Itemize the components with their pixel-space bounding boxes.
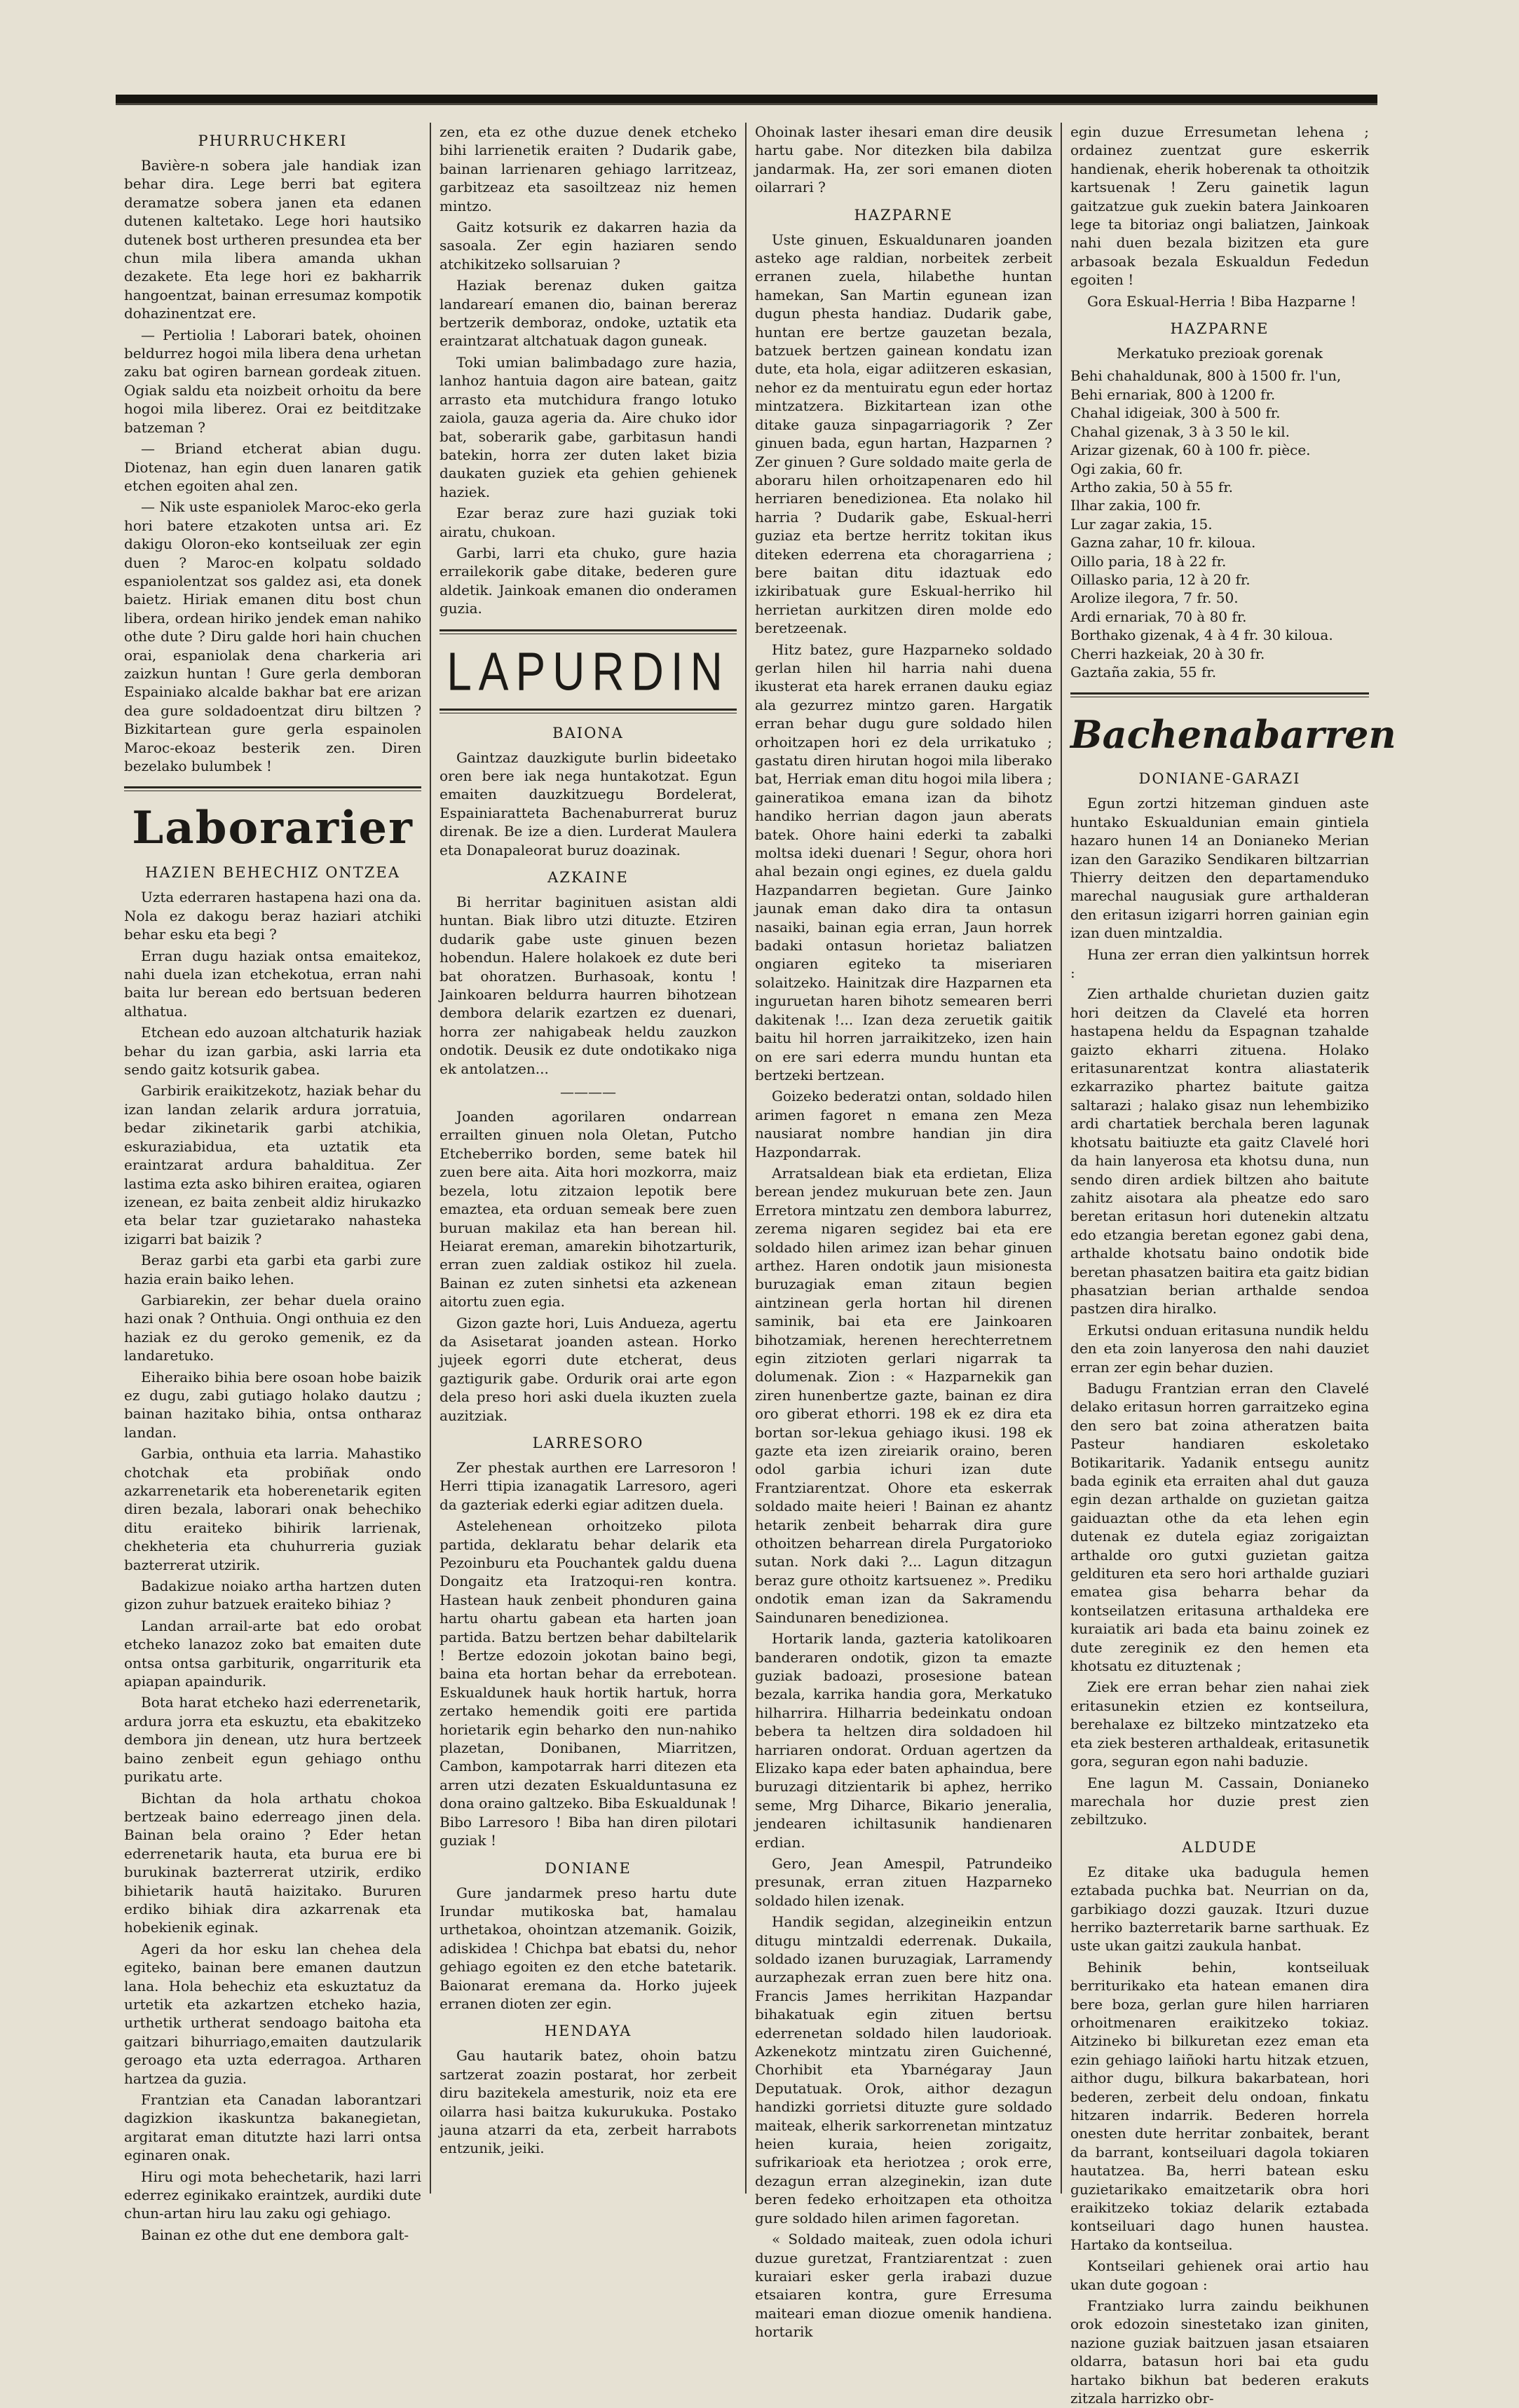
article-heading-baiona: BAIONA [552,724,624,741]
paragraph: Egun zortzi hitzeman ginduen aste huntako Eskualdunian emain gintiela hazaro hunen 14 an Donianeko Merian izan den Garaziko Sendikaren biltzarrian Thierry deitzen den departamenduko marechal naugusiak gure arthalderan den eritasun izigarri horren gainian egin izan duen mintzaldia. [1070,795,1369,942]
paragraph: Bota harat etcheko hazi ederrenetarik, ardura jorra eta eskuztu, eta ebakitzeko dembora jin denean, utz hura bertzeek baino zenbeit egun gehiago onthu purikatu arte. [124,1694,421,1786]
paragraph: Joanden agorilaren ondarrean errailten ginuen nola Oletan, Putcho Etcheberriko borden, seme batek hil zuen bere aita. Aita hori mozkorra, maiz bezela, lotu zitzaion lepotik bere emaztea, eta orduan semeak bere zuen buruan makilaz eta han berean hil. Heiarat ereman, amarekin bihotzarturik, erran zuen zaldiak ostikoz hil zuela. Bainan ez zuten sinhetsi eta azkenean aitortu zuen egia. [440,1108,737,1311]
paragraph: Badugu Frantzian erran den Clavelé delako eritasun horren garraitzeko egina den sero bat zoina atheratzen baita Pasteur handiaren eskoletako Botikaritarik. Yadanik entsegu aunitz bada eginik eta erraiten ahal dut gauza egin dezan arthalde on guzietan gaitza gaiduaztan othe da eta lehen egin dutenak ez dutela egiaz zorigaiztan arthalde oro gutxi guzietan gaitza geldituren eta sero hori arthalde guziari ematea gisa beharra behar da kontseilatzen eritasuna arthaldeka ere kuraiatik ari bada eta bainu zoinek ez dute zereginik ez den hemen eta khotsatu ez dituztenak ; [1070,1379,1369,1675]
price-line: Ardi ernariak, 70 à 80 fr. [1070,608,1247,625]
column-2 [431,123,747,2194]
paragraph: Zien arthalde churietan duzien gaitz hori deitzen da Clavelé eta horren hastapena heldu da Espagnan tzahalde gaizto ekharri zituena. Holako eritasunarentzat kontra aliastaterik ezkarraziko phartez baitute gaitza saltarazi ; halako gisaz nun lehembiziko ardi chartatiek berchala beren lagunak khotsatu baitiuzte eta gaitz Clavelé hori da hain lanyerosa eta khotsu duna, nun sendo diren ardiek biltzen aho baitute zahitz aisotara ala pheatze edo saro beretan eritasun hori dutenekin altzatu edo etzangia beretan egonez gabi dena, arthalde khotsatu baino ondotik bide beretan phasatzen baitira eta gaitz bidian phasatzian berian arthalde sendoa pastzen dira hiralko. [1070,985,1369,1318]
paragraph: Huna zer erran dien yalkintsun horrek : [1070,945,1369,982]
paragraph: Ohoinak laster ihesari eman dire deusik hartu gabe. Nor ditezken bila dabilza jandarmak. Ha, zer sori emanen dioten oilarrari ? [755,123,1052,196]
price-line: Gaztaña zakia, 55 fr. [1070,663,1217,680]
paragraph: Ez ditake uka badugula hemen eztabada puchka bat. Neurrian on da, garbikiago dozzi gauzak. Itzuri duzue herriko bazterretarik barne sarthuak. Ez uste ukan gaitzi zaukula hanbat. [1070,1863,1369,1955]
paragraph: Bichtan da hola arthatu chokoa bertzeak baino ederreago jinen dela. Bainan bela oraino ? Eder hetan ederrenetarik hauta, eta burua ere bi burukinak bazterrerat utzirik, erdiko bihietarik hautā haizitako. Bururen erdiko bihiak dira azkarrenak eta hobekienik eginak. [124,1789,421,1936]
paragraph: Handik segidan, alzegineikin entzun ditugu mintzaldi ederrenak. Dukaila, soldado izanen buruzagiak, Larramendy aurzaphezak erran zuen bere hitz ona. Francis James herrikitan Hazpandar bihakatuak egin zituen bertsu ederrenetan soldado hilen laudorioak. Azkenekotz mintzatu ziren Guichenné, Chorhibit eta Ybarnégaray Jaun Deputatuak. Orok, aithor dezagun handizki gorrietsi dituzte gure soldado maiteak, elherik sarkorrenetan mintzatuz heien kuraia, heien zorigaitz, sufrikarioak eta heriotzea ; orok erre, dezagun erran alzeginekin, izan dute beren fedeko erhoitzapen eta othoitza gure soldado hilen arimen fagoretan. [755,1913,1052,2226]
paragraph: egin duzue Erresumetan lehena ; ordainez zuentzat gure eskerrik handienak, eherik hoberenak ta othoitzik kartsuenak ! Zeru gainetik lagun gaitzatzue guk zuekin batera Jainkoaren lege ta bitoriaz ongi baliatzen, Jainkoak nahi duen bezala bizitzen eta gure arbasoak bezala Eskualdun Fededun egoiten ! [1070,123,1369,289]
article-heading-doniane-garazi: DONIANE-GARAZI [1138,770,1301,788]
section-separator [124,786,421,791]
article-heading-doniane: DONIANE [545,1859,632,1877]
section-separator [440,709,737,713]
paragraph: — Briand etcherat abian dugu. Diotenaz, han egin duen lanaren gatik etchen egoiten ahal zen. [124,440,421,494]
price-line: Borthako gizenak, 4 à 4 fr. 30 kiloua. [1070,627,1333,644]
column-4 [1062,123,1396,2407]
article-heading-larresoro: LARRESORO [532,1434,644,1451]
paragraph: Garbirik eraikitzekotz, haziak behar du izan landan zelarik ardura jorratuia, bedar zikinetarik garbi atchikia, eskuraziabidua, eta uztatik eta eraintzarat ardura bahalditua. Zer lastima ezta asko bihiren eraitea, ogiaren izenean, ez baita zenbeit aldiz hirukazko eta belar tzar guzietarako nahasteka izigarri bat baizik ? [124,1082,421,1247]
article-heading-hazparne-market: HAZPARNE [1170,320,1269,338]
paragraph: Frantziako lurra zaindu beikhunen orok edozoin sinestetako izan giniten, nazione guziak baitzuen jasan etsaiaren oldarra, batasun hori bai eta gudu hartako bikhun bat bederen erakuts zitzala harrizko obr- [1070,2297,1369,2407]
price-line: Artho zakia, 50 à 55 fr. [1070,478,1233,495]
section-separator [440,629,737,634]
paragraph: zen, eta ez othe duzue denek etcheko bihi larrienetik eraiten ? Dudarik gabe, bainan larrienaren gehiago larritzeaz, garbitzeaz eta sasoiltzeaz niz hemen mintzo. [440,123,737,214]
paragraph: Erkutsi onduan eritasuna nundik heldu den eta zoin lanyerosa den nahi dauziet erran zer egin behar duzien. [1070,1321,1369,1376]
paragraph: Gizon gazte hori, Luis Andueza, agertu da Asisetarat joanden astean. Horko jujeek egorri dute etcherat, deus gaztigurik gabe. Ordurik orai arte egon dela preso hori aski duela ikuzten zuela auzitziak. [440,1314,737,1424]
article-heading-azkaine: AZKAINE [547,869,629,886]
price-line: Behi ernariak, 800 à 1200 fr. [1070,385,1276,403]
paragraph: Gaintzaz dauzkigute burlin bideetako oren bere iak nega huntakotzat. Egun emaiten dauzkitzuegu Bordelerat, Espainiaratteta Bachenaburrerat buruz direnak. Be ize a dien. Lurderat Maulera eta Donapaleorat buruz doazinak. [440,748,737,858]
column-3 [747,123,1062,2341]
paragraph: Frantzian eta Canadan laborantzari dagizkion ikaskuntza bakanegietan, argitarat eman ditutzte hazi larri ontsa eginaren onak. [124,2091,421,2164]
top-rule [116,95,1377,105]
price-line: Arolize ilegora, 7 fr. 50. [1070,589,1239,607]
paragraph: Hortarik landa, gazteria katolikoaren banderaren ondotik, gizon ta emazte guziak badoazi, prosesione batean bezala, karrika handia gora, Merkatuko hilharrira. Hilharria bedeinkatu ondoan bebera ta heltzen dira soldadoen hil harriaren ondorat. Orduan agertzen da Elizako kapa eder baten aphaindua, bere buruzagi ditzientarik bi aphez, herriko seme, Mrg Diharce, Bikario jeneralia, jendearen ichiltasunik handienaren erdian. [755,1630,1052,1851]
price-line: Ogi zakia, 60 fr. [1070,460,1183,477]
price-line: Gazna zahar, 10 fr. kiloua. [1070,534,1256,552]
article-heading-hendaya: HENDAYA [544,2023,632,2040]
paragraph: Beraz garbi eta garbi eta garbi zure hazia erain baiko lehen. [124,1252,421,1287]
paragraph: Eiheraiko bihia bere osoan hobe baizik ez dugu, zabi gutiago holako dautzu ; bainan hazitako bihia, ontsa ontharaz landan. [124,1368,421,1441]
paragraph: Ene lagun M. Cassain, Donianeko marechala hor duzie prest zien zebiltzuko. [1070,1774,1369,1828]
paragraph: Bavière-n sobera jale handiak izan behar dira. Lege berri bat egitera deramatze sobera janen eta edanen dutenen kaltetako. Lege hori hautsiko dutenek bost urtheren presundea eta ber chun mila libera amanda ukhan dezakete. Eta lege hori ez bakharrik hangoentzat, bainan erresumaz kompotik dohazinentzat ere. [124,157,421,322]
paragraph: Ziek ere erran behar zien nahai ziek eritasunekin etzien ez kontseilura, berehalaxe ez biltzeko mintzatzeko eta eta ziek besteren arthaldeak, eritasunetik gora, seguran egon nahi baduzie. [1070,1678,1369,1770]
paragraph: Arratsaldean biak eta erdietan, Eliza berean jendez mukuruan bete zen. Jaun Erretora mintzatu zen dembora laburrez, zerema nigaren segidez bai eta ere soldado hilen arimez izan behar ginuen arthez. Haren ondotik jaun misionesta buruzagiak eman zitaun begien aintzinean gerla hortan hil direnen saminik, bai eta ere Jainkoaren bihotzamiak, herenen herechterretnem egin zitzioten gerlari nigarrak ta dolumenak. Zion : « Hazparnekik gan ziren hunenbertze gazte, bainan ez dira oro giberat ethorri. 198 ek ez dira eta bortan sor-lekua gehiago ikusi. 198 ek gazte eta izen zireiarik oraino, beren odol garbia ichuri izan dute Frantziarentzat. Ohore eta eskerrak soldado maite heieri ! Bainan ez ahantz hetarik zenbeit beharrak dira gure othoitzen beharrean direla Purgatorioko sutan. Nork daki ?... Lagun ditzagun beraz gure othoitz kartsuenez ». Prediku ondotik eman izan da Sakramendu Saindunaren benedizionea. [755,1164,1052,1626]
paragraph: Etchean edo auzoan altchaturik haziak behar du izan garbia, aski larria eta sendo gaitz kotsurik gabea. [124,1024,421,1079]
price-line: Chahal idigeiak, 300 à 500 fr. [1070,404,1281,422]
paragraph: Garbiarekin, zer behar duela oraino hazi onak ? Onthuia. Ongi onthuia ez den haziak ez du geroko gemenik, ez da landaretuko. [124,1291,421,1364]
price-line: Oillo paria, 18 à 22 fr. [1070,552,1227,570]
paragraph: Gero, Jean Amespil, Patrundeiko presunak, erran zituen Hazparneko soldado hilen izenak. [755,1854,1052,1909]
section-separator [1070,692,1369,697]
divider: ———— [560,1083,616,1101]
section-title-laborarier: Laborarier [132,802,414,855]
price-line: Oillasko paria, 12 à 20 fr. [1070,570,1251,588]
paragraph: Hitz batez, gure Hazparneko soldado gerlan hilen hil harria nahi duena ikusterat eta harek erranen dauku egiaz ala gezurrez mintzo garen. Hargatik erran behar dugu gure soldado hilen orhoitzapen hori ez dela urrikatuko ; gastatu diren hirutan hogoi mila liberako bat, Herriak eman ditu hogoi mila libera ; gaineratikoa emana izan da bihotz handiko herrian dagon jaun aberats batek. Ohore haini ederki ta zabalki moltsa ideki duenari ! Segur, ohora hori ahal bezain ongi egines, ez duela galdu Hazpandarren begietan. Gure Jainko jaunak eman dako dira ta ontasun nasaiki, bainan egia erran, Jaun horrek badaki ontasun horietaz baliatzen ongiaren egiteko ta miseriaren solaitzeko. Hainitzak dire Hazparnen eta inguruetan haren bihotz semearen berri dakitenak !... Izan deza zeruetik gaitik baitu hil horren jarraikitzeko, izen hain on ere sari ederra mundu huntan eta bertzeki bertzean. [755,641,1052,1083]
paragraph: Garbi, larri eta chuko, gure hazia errailekorik gabe ditake, bederen gure aldetik. Jainkoak emanen dio onderamen guzia. [440,544,737,617]
paragraph: Ageri da hor esku lan chehea dela egiteko, bainan bere emanen dautzun lana. Hola behechiz eta eskuztatuz da urtetik eta azkartzen etcheko hazia, urthetik urtherat sendoago baitoha eta gaitzari bihurriago,emaiten dautzularik geroago eta uzta ederragoa. Artharen hartzea da guzia. [124,1940,421,2087]
paragraph: Bi herritar baginituen asistan aldi huntan. Biak libro utzi dituzte. Etziren dudarik gabe uste ginuen bezen hobendun. Halere holakoek ez dute beri bat ohoratzen. Burhasoak, kontu ! Jainkoaren beldurra haurren bihotzean dembora delarik ezartzen ez duenari, horra zer nahigabeak heldu zauzkon ondotik. Deusik ez dute ondotikako niga ek antolatzen... [440,894,737,1077]
paragraph: Badakizue noiako artha hartzen duten gizon zuhur batzuek eraiteko bihiaz ? [124,1578,421,1613]
paragraph: Goizeko bederatzi ontan, soldado hilen arimen fagoret n emana zen Meza nausiarat nombre handian jin dira Hazpondarrak. [755,1088,1052,1161]
article-heading-hazien: HAZIEN BEHECHIZ ONTZEA [145,864,400,882]
price-line: Arizar gizenak, 60 à 100 fr. pièce. [1070,442,1311,459]
article-heading-aldude: ALDUDE [1182,1838,1258,1856]
paragraph: Gaitz kotsurik ez dakarren hazia da sasoala. Zer egin haziaren sendo atchikitzeko sollsaruian ? [440,219,737,273]
paragraph: Ezar beraz zure hazi guziak toki airatu, chukoan. [440,505,737,540]
paragraph: Toki umian balimbadago zure hazia, lanhoz hantuia dagon aire batean, gaitz arrasto eta mutchidura frango lotuko zaiola, gauza ageria da. Aire chuko idor bat, soberarik gabe, garbitasun handi batekin, horra zer duten laket bizia daukaten guziek eta gehien gehienek haziek. [440,353,737,500]
paragraph: Kontseilari gehienek orai artio hau ukan dute gogoan : [1070,2257,1369,2293]
prices-title: Merkatuko prezioak gorenak [1116,345,1323,362]
price-line: Lur zagar zakia, 15. [1070,515,1213,533]
paragraph: « Soldado maiteak, zuen odola ichuri duzue guretzat, Frantziarentzat : zuen kuraiari esker gerla irabazi duzue etsaiaren kontra, gure Erresuma maiteari eman diozue omenik handiena. hortarik [755,2231,1052,2341]
paragraph: Behinik behin, kontseiluak berriturikako eta hatean emanen dira bere boza, gerlan gure hilen harriaren orhoitmenaren eraikitzeko tokiaz. Aitzineko bi bilkuretan ezez eman eta ezin gehiago laiñoki hartu hitzak etzuen, aithor dugu, bilkura bakarbatean, hori bederen, zerbeit delu ondoan, finkatu hitzaren indarrik. Bederen horrela onesten dute herritar zonbaitek, berant da barrant, kontseiluari dagola tokiaren hautatzea. Ba, herri batean esku guzietarikako emaitzetarik obra hori eraikitzeko tokiaz delarik eztabada kontseiluari dago hunen haustea. Hartako da kontseilua. [1070,1958,1369,2253]
paragraph: Bainan ez othe dut ene dembora galt- [141,2226,409,2243]
paragraph: Gora Eskual-Herria ! Biba Hazparne ! [1087,292,1356,310]
paragraph: Uzta ederraren hastapena hazi ona da. Nola ez dakogu beraz haziari atchiki behar esku eta begi ? [124,889,421,943]
price-line: Chahal gizenak, 3 à 3 50 le kil. [1070,423,1290,440]
section-title-bachenabarren: Bachenabarren [1070,712,1396,758]
paragraph: Hiru ogi mota behechetarik, hazi larri ederrez eginikako eraintzek, aurdiki dute chun-artan hiru lau zaku ogi gehiago. [124,2168,421,2222]
paragraph: — Nik uste espaniolek Maroc-eko gerla hori batere etzakoten untsa ari. Ez dakigu Oloron-eko kontseiluak zer egin duen ? Maroc-en kolpatu soldado espaniolentzat sos galdez asi, eta donek baietz. Hiriak emanen ditu bost chun libera, ordean hiriko jendek eman nahiko othe dute ? Diru galde hori hain chuchen orai, espaniolak dena charkeria ari zaizkun huntan ! Gure gerla demboran Espainiako alcalde bakhar bat ere arizan dea gure soldadoentzat diru biltzen ? Bizkitartean gure gerla espainolen Maroc-ekoaz besterik zen. Diren bezelako bulumbek ! [124,498,421,774]
section-title-lapurdin: LAPURDIN [447,641,730,702]
price-line: Behi chahaldunak, 800 à 1500 fr. l'un, [1070,367,1342,385]
price-line: Cherri hazkeiak, 20 à 30 fr. [1070,645,1265,662]
price-line: Ilhar zakia, 100 fr. [1070,497,1201,514]
columns [116,123,1396,2407]
paragraph: Garbia, onthuia eta larria. Mahastiko chotchak eta probiñak ondo azkarrenetarik eta hoberenetarik egiten diren bezala, laborari onak behechiko ditu eraiteko bihirik larrienak, chekheteria eta chuhurreria guziak bazterrerat utzirik. [124,1445,421,1573]
section-heading-phurruchkeri: PHURRUCHKERI [198,132,348,149]
column-1 [116,123,431,2243]
paragraph: Gau hautarik batez, ohoin batzu sartzerat zoazin postarat, hor zerbeit diru bazitekela amesturik, noiz eta ere oilarra hasi baitza kukurukuka. Postako jauna atzarri da eta, zerbeit harrabots entzunik, jeiki. [440,2047,737,2157]
paragraph: Gure jandarmek preso hartu dute Irundar mutikoska bat, hamalau urthetakoa, ohointzan atzemanik. Goizik, adiskidea ! Chichpa bat ebatsi du, nehor gehiago egoiten ez den etche batetarik. Baionarat eremana da. Horko jujeek erranen dioten zer egin. [440,1884,737,2012]
paragraph: Astelehenean orhoitzeko pilota partida, deklaratu behar delarik eta Pezoinburu eta Pouchantek galdu duena Dongaitz eta Iratzoqui-ren kontra. Hastean hauk zenbeit phonduren gaina hartu ohartu gabean eta harten joan partida. Batzu bertzen behar dabiltelarik ! Bertze edozoin jokotan baino begi, baina eta hortan behar da errebotean. Eskualdunek hauk hortik hartuk, horra zertako hemendik goiti ere partida horietarik egin beharko den nun-nahiko plazetan, Donibanen, Miarritzen, Cambon, kampotarrak harri ditezen eta arren utzi dezaten Eskualduntasuna ez dona oraino galtzeko. Biba Eskualdunak ! Bibo Larresoro ! Biba han diren pilotari guziak ! [440,1517,737,1849]
paragraph: Zer phestak aurthen ere Larresoron ! Herri ttipia izanagatik Larresoro, ageri da gazteriak ederki egiar aditzen duela. [440,1458,737,1513]
paragraph: Erran dugu haziak ontsa emaitekoz, nahi duela izan etchekotua, erran nahi baita lur berean edo bertsuan bederen althatua. [124,947,421,1020]
article-heading-hazparne: HAZPARNE [854,206,953,224]
paragraph: — Pertiolia ! Laborari batek, ohoinen beldurrez hogoi mila libera dena urhetan zaku bat ogiren barnean gordeak zituen. Ogiak saldu eta noizbeit orhoitu da bere hogoi mila liberez. Orai ez beitditzake batzeman ? [124,326,421,436]
paragraph: Uste ginuen, Eskualdunaren joanden asteko age raldian, norbeitek zerbeit erranen zuela, hilabethe huntan hamekan, San Martin egunean izan dugun phesta handiaz. Dudarik gabe, huntan ere bertze gauzetan bezala, batzuek bertzen gainean kondatu izan dute, eta hola, eigar adiitzeren eskasian, nehor ez da mentuiratu egun eder hortaz mintzatzera. Bizkitartean izan othe ditake gauza sinpagarriagorik ? Zer ginuen bada, egun hartan, Hazparnen ? Zer ginuen ? Gure soldado maite gerla de aboraru hilen orhoitzapenaren edo hil herriaren benedizionea. Eta nolako hil harria ? Dudarik gabe, Eskual-herri guziaz eta bertze herritz tokitan ikus diteken ederrena eta choragarriena ; bere baitan ditu idaztuak edo izkiribatuak gure Eskual-herriko hil herrietan aurkitzen diren molde edo beretzeenak. [755,231,1052,637]
paragraph: Haziak berenaz duken gaitza landarearí emanen dio, bainan bereraz bertzerik demboraz, ondoke, uztatik eta eraintzarat altchatuak dagon guneak. [440,277,737,350]
paragraph: Landan arrail-arte bat edo orobat etcheko lanazoz zoko bat emaiten dute ontsa ontsa garbiturik, ongarriturik eta apiapan apaindurik. [124,1617,421,1690]
